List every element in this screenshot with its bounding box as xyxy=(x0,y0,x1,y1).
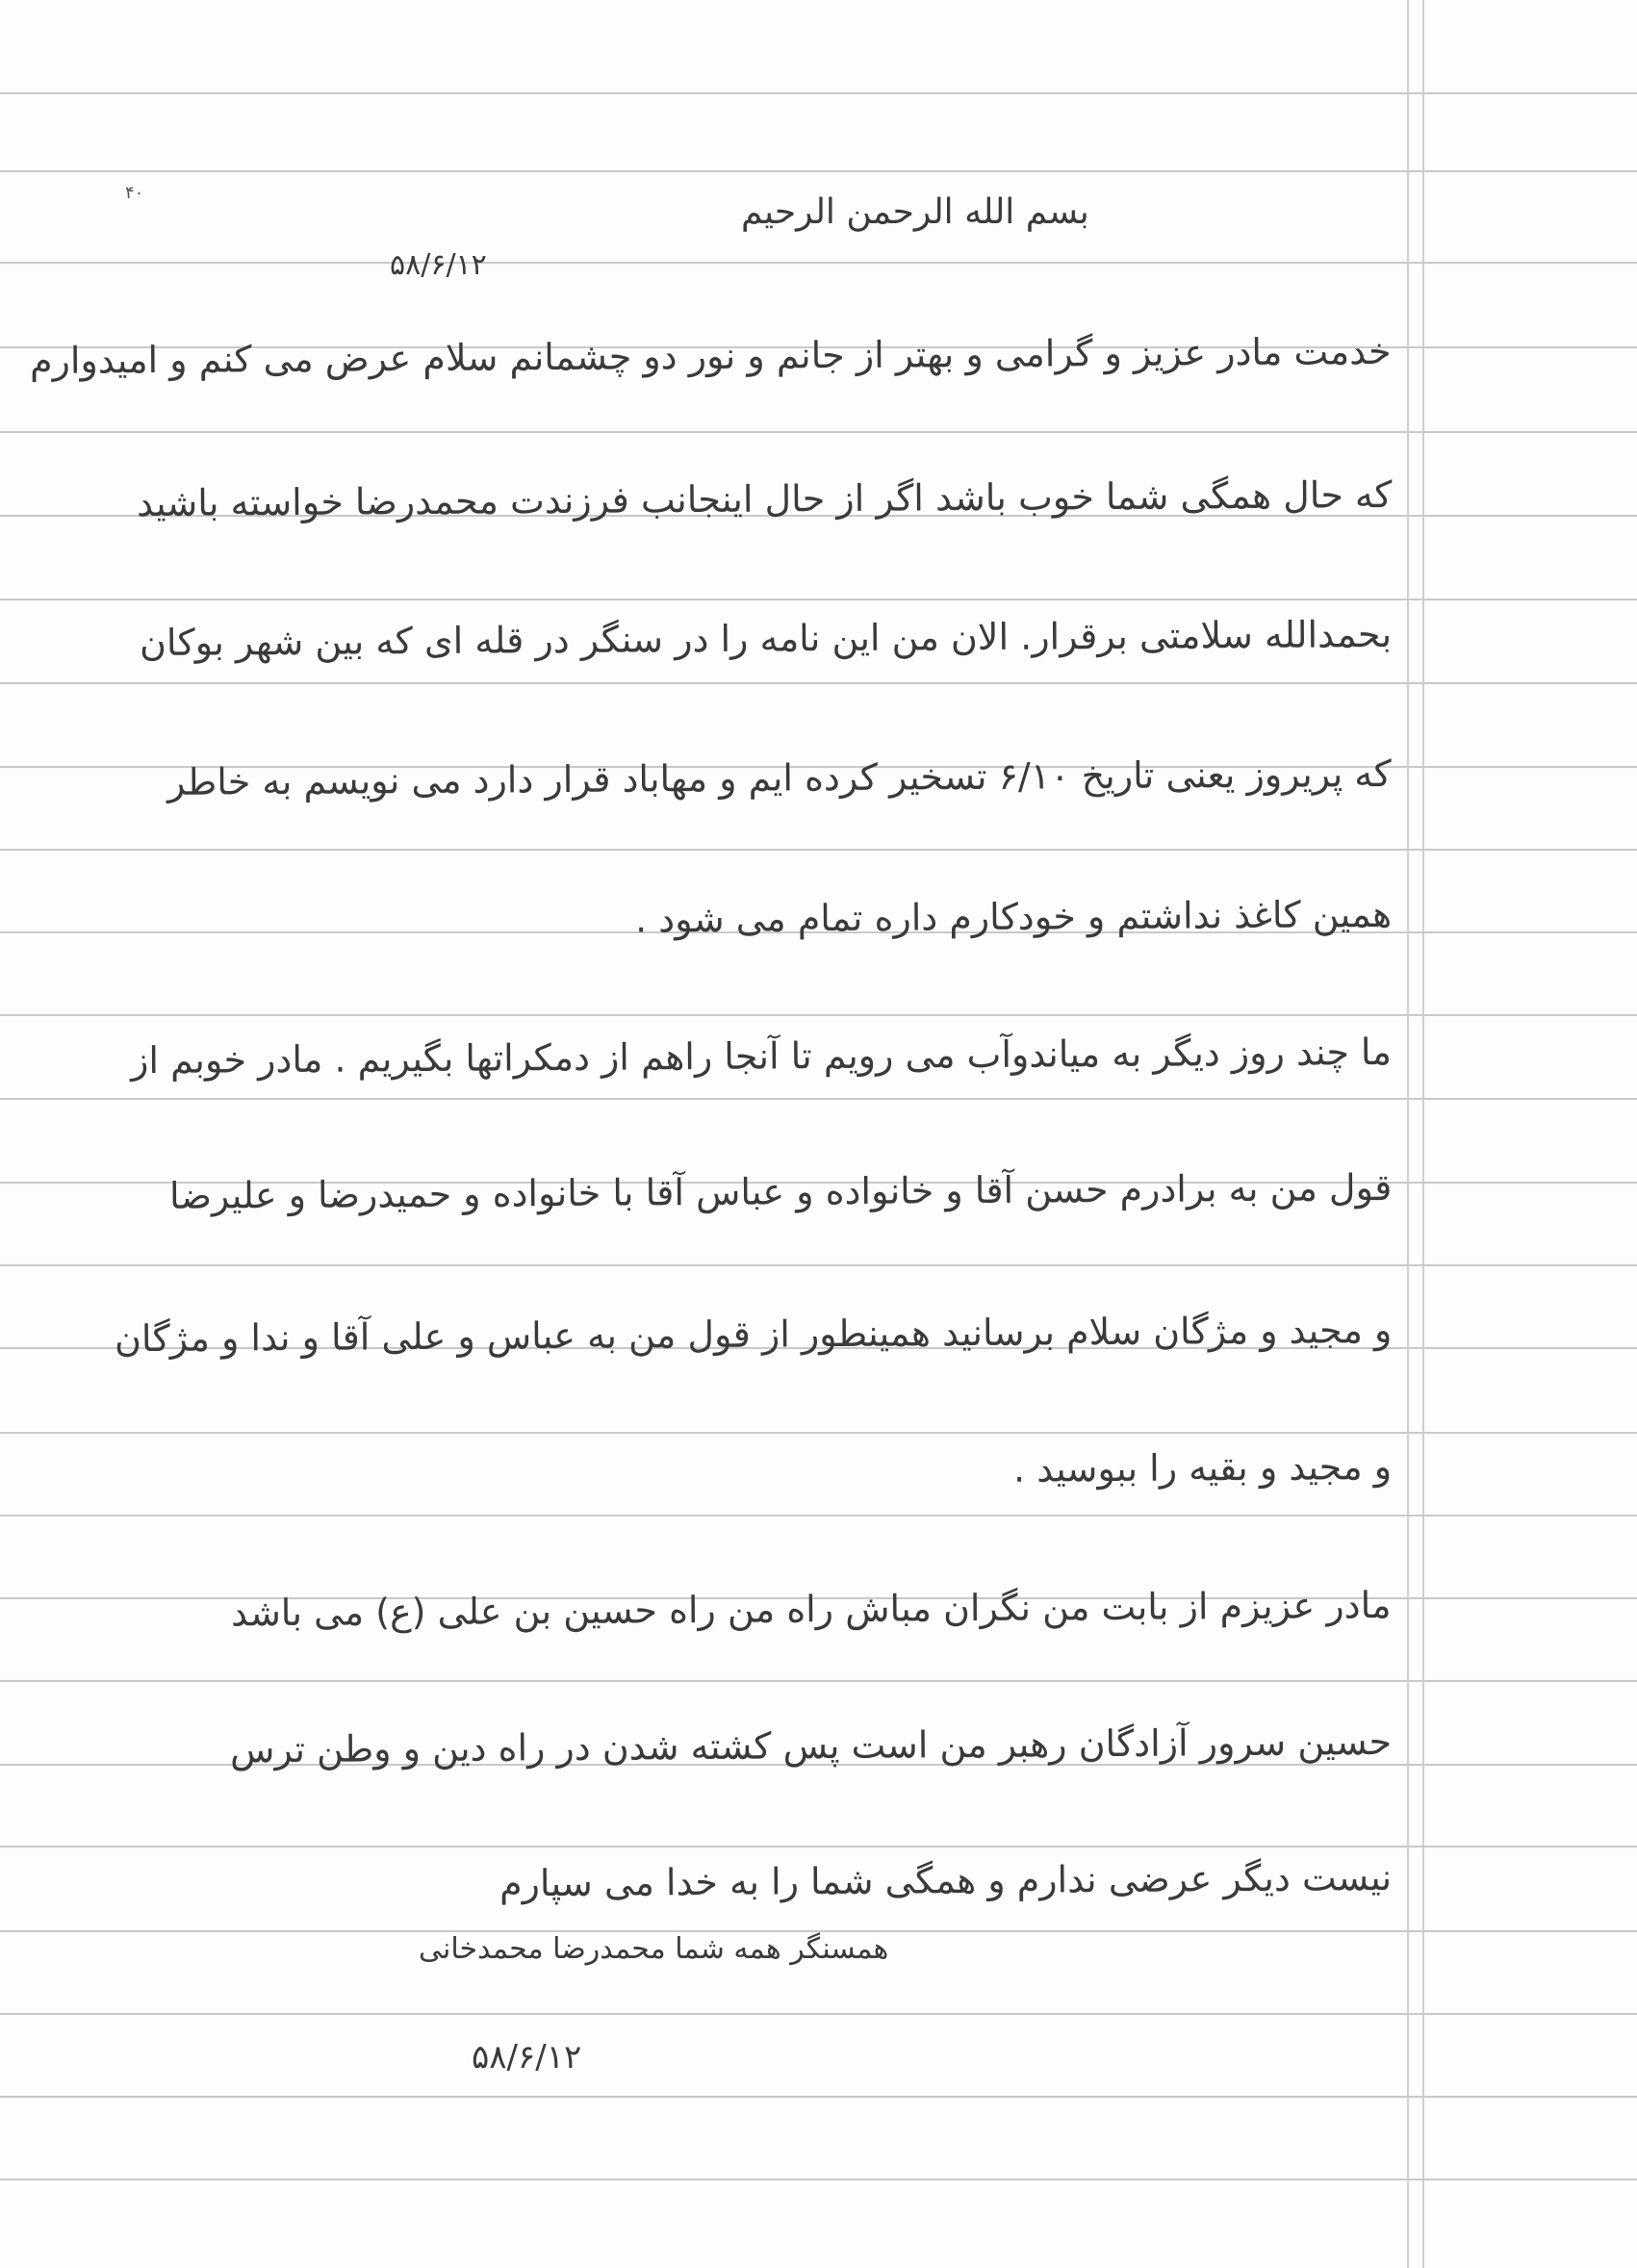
letter-line: ما چند روز دیگر به میاندوآب می رویم تا آنجا راهم از دمکراتها بگیریم . مادر خوبم از xyxy=(131,1031,1393,1083)
letter-date: ۵۸/۶/۱۲ xyxy=(390,248,487,282)
letter-line: که حال همگی شما خوب باشد اگر از حال اینجانب فرزندت محمدرضا خواسته باشید xyxy=(136,473,1393,525)
letter-line: خدمت مادر عزیز و گرامی و بهتر از جانم و نور دو چشمانم سلام عرض می کنم و امیدوارم xyxy=(30,330,1393,382)
letter-line: قول من به برادرم حسن آقا و خانواده و عباس آقا با خانواده و حمیدرضا و علیرضا xyxy=(168,1166,1393,1217)
letter-line: که پریروز یعنی تاریخ ۶/۱۰ تسخیر کرده ایم و مهاباد قرار دارد می نویسم به خاطر xyxy=(167,752,1393,803)
ruled-line xyxy=(0,849,1637,851)
ruled-line xyxy=(0,1432,1637,1434)
ruled-line xyxy=(0,2179,1637,2180)
margin-line xyxy=(1407,0,1409,2268)
ruled-line xyxy=(0,2013,1637,2015)
ruled-line xyxy=(0,682,1637,684)
ruled-line xyxy=(0,1264,1637,1266)
ruled-line xyxy=(0,92,1637,94)
letter-line: حسین سرور آزادگان رهبر من است پس کشته شدن در راه دین و وطن ترس xyxy=(229,1720,1393,1771)
letter-line: همین کاغذ نداشتم و خودکارم داره تمام می شود . xyxy=(634,893,1393,941)
ruled-line xyxy=(0,262,1637,264)
ruled-line xyxy=(0,1014,1637,1016)
ruled-line xyxy=(0,431,1637,433)
ruled-line xyxy=(0,2096,1637,2098)
signature: همسنگر همه شما محمدرضا محمدخانی xyxy=(419,1932,889,1966)
letter-line: نیست دیگر عرضی ندارم و همگی شما را به خدا می سپارم xyxy=(499,1856,1393,1905)
ruled-line xyxy=(0,1846,1637,1848)
ruled-line xyxy=(0,1680,1637,1682)
ruled-line xyxy=(0,170,1637,172)
signature-date: ۵۸/۶/۱۲ xyxy=(472,2038,582,2077)
ruled-line xyxy=(0,599,1637,600)
letter-line: مادر عزیزم از بابت من نگران مباش راه من راه حسین بن علی (ع) می باشد xyxy=(231,1584,1393,1635)
margin-line xyxy=(1422,0,1424,2268)
letter-line: بحمدالله سلامتی برقرار. الان من این نامه را در سنگر در قله ای که بین شهر بوکان xyxy=(139,613,1393,665)
letter-heading: بسم الله الرحمن الرحیم xyxy=(741,192,1089,232)
ruled-line xyxy=(0,1515,1637,1516)
letter-line: و مجید و مژگان سلام برسانید همینطور از قول من به عباس و علی آقا و ندا و مژگان xyxy=(114,1309,1393,1361)
page-number: ۴۰ xyxy=(125,183,144,203)
letter-line: و مجید و بقیه را ببوسید . xyxy=(1012,1445,1393,1491)
ruled-line xyxy=(0,1098,1637,1100)
